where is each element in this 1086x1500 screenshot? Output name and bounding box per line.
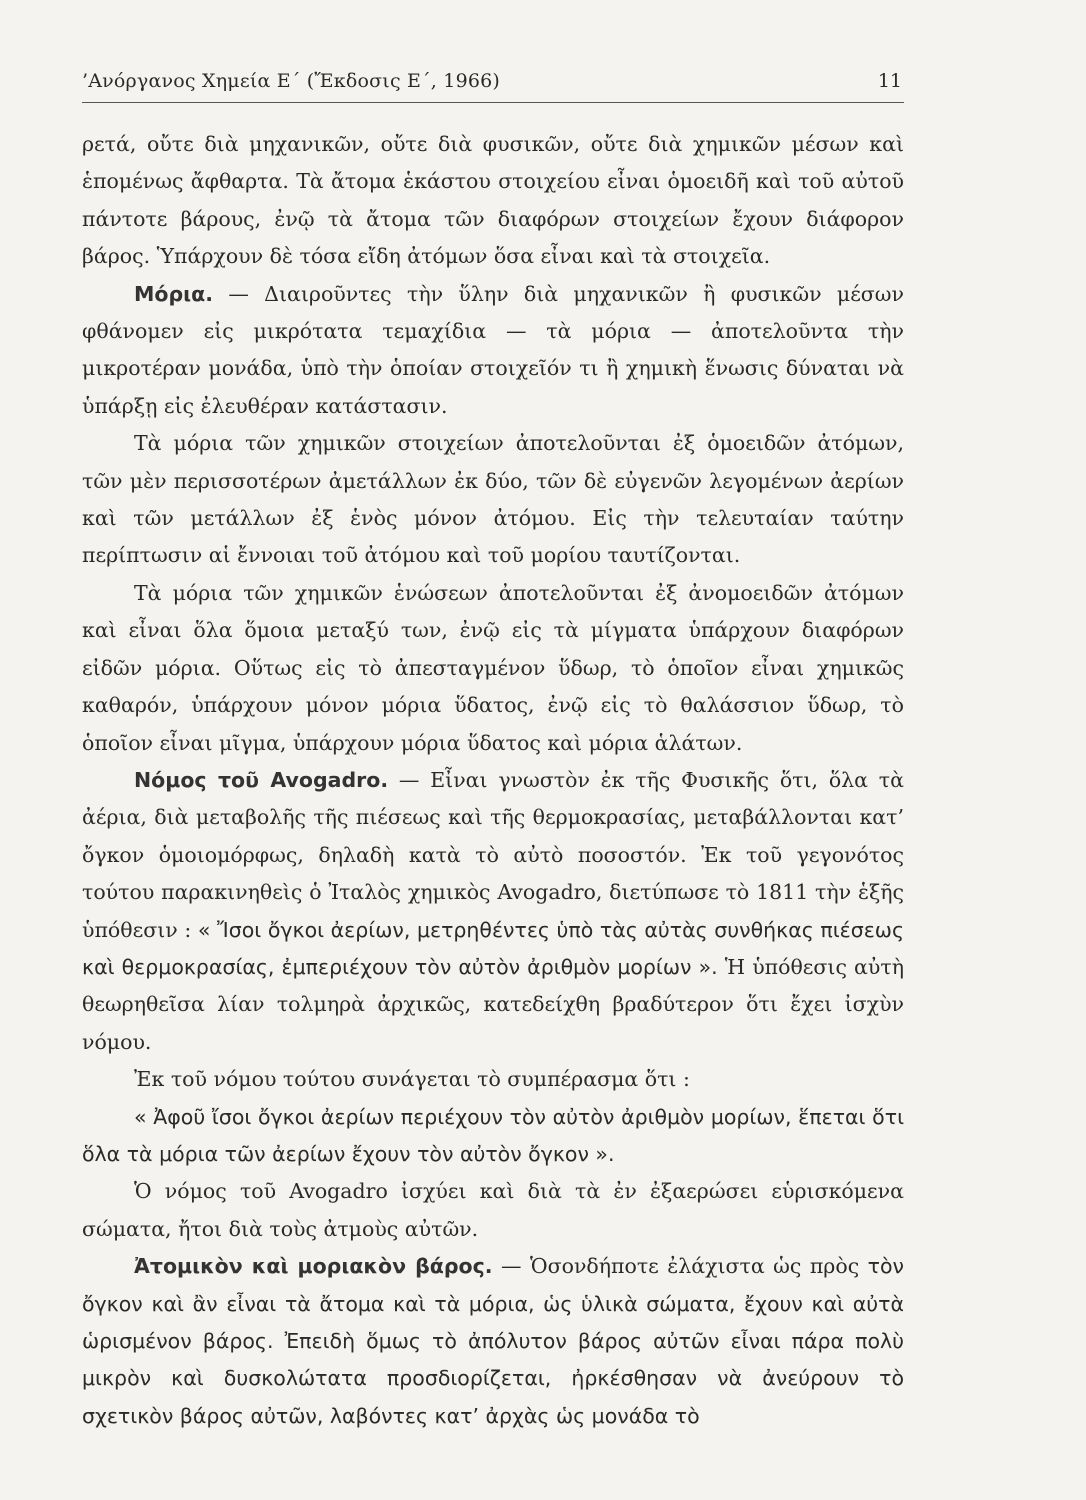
paragraph-text: — Εἶναι γνωστὸν ἐκ τῆς Φυσικῆς ὅτι, ὅλα τὰ ἀέρια, διὰ μεταβολῆς τῆς πιέσεως καὶ τῆς θερμοκρασίας, μεταβάλλονται κατ’ ὄγκον ὁμοιομόρφως, δηλαδὴ κατὰ τὸ αὐτὸ ποσοστόν. Ἐκ τοῦ γεγονότος τούτου παρακινηθεὶς ὁ Ἰταλὸς χημικὸς Avogadro, διετύπωσε τὸ 1811 τὴν ἑξῆς ὑπόθεσιν : (82, 767, 904, 942)
paragraph-text: Ἡ ὑπόθεσις αὐτὴ θεωρηθεῖσα λίαν τολμηρὰ ἀρχικῶς, κατεδείχθη βραδύτερον ὅτι ἔχει ἰσχὺν νόμου. (82, 954, 904, 1054)
paragraph-conclusion-intro (82, 1061, 904, 1098)
paragraph-compound-molecules (82, 575, 904, 762)
avogadro-hypothesis-quote: « Ἴσοι ὄγκοι ἀερίων, μετρηθέντες ὑπὸ τὰς αὐτὰς συνθήκας πιέσεως καὶ θερμοκρασίας, ἐμπεριέχουν τὸν αὐτὸν ἀριθμὸν μορίων ». (82, 917, 904, 979)
paragraph-element-molecules (82, 425, 904, 575)
running-header (82, 70, 904, 103)
section-heading-avogadro: Νόμος τοῦ Avogadro. (134, 767, 389, 792)
paragraph-atoms-continued (82, 126, 904, 276)
paragraph-text: — Ὁσονδήποτε ἐλάχιστα ὡς πρὸς (501, 1254, 860, 1279)
page-number: 11 (877, 70, 902, 92)
section-heading-atomic-weight: Ἀτομικὸν καὶ μοριακὸν βάρος. (134, 1254, 493, 1279)
paragraph-vapours (82, 1173, 904, 1248)
paragraph-text: Ὁ νόμος τοῦ Avogadro ἰσχύει καὶ διὰ τὰ ἐν ἐξαερώσει εὑρισκόμενα σώματα, ἤτοι διὰ τοὺς ἀτμοὺς αὐτῶν. (82, 1179, 904, 1241)
paragraph-atomic-molecular-weight (82, 1248, 904, 1435)
paragraph-text: Ἐκ τοῦ νόμου τούτου συνάγεται τὸ συμπέρασμα ὅτι : (134, 1067, 690, 1092)
paragraph-molecules (82, 276, 904, 426)
running-header-title: ’Ανόργανος Χημεία Ε΄ (Ἔκδοσις Ε΄, 1966) (82, 70, 501, 92)
paragraph-avogadro-law (82, 762, 904, 1061)
paragraph-text: — Διαιροῦντες τὴν ὕλην διὰ μηχανικῶν ἢ φυσικῶν μέσων φθάνομεν εἰς μικρότατα τεμαχίδια — τὰ μόρια — ἀποτελοῦντα τὴν μικροτέραν μονάδα, ὑπὸ τὴν ὁποίαν στοιχεῖόν τι ἢ χημικὴ ἕνωσις δύναται νὰ ὑπάρξῃ εἰς ἐλευθέραν κατάστασιν. (82, 281, 904, 418)
paragraph-text: « Ἀφοῦ ἴσοι ὄγκοι ἀερίων περιέχουν τὸν αὐτὸν ἀριθμὸν μορίων, ἕπεται ὅτι ὅλα τὰ μόρια τῶν ἀερίων ἔχουν τὸν αὐτὸν ὄγκον ». (82, 1104, 904, 1166)
paragraph-text: Τὰ μόρια τῶν χημικῶν ἑνώσεων ἀποτελοῦνται ἐξ ἀνομοειδῶν ἀτόμων καὶ εἶναι ὅλα ὅμοια μεταξύ των, ἐνῷ εἰς τὰ μίγματα ὑπάρχουν διαφόρων εἰδῶν μόρια. Οὕτως εἰς τὸ ἀπεσταγμένον ὕδωρ, τὸ ὁποῖον εἶναι χημικῶς καθαρόν, ὑπάρχουν μόνον μόρια ὕδατος, ἐνῷ εἰς τὸ θαλάσσιον ὕδωρ, τὸ ὁποῖον εἶναι μῖγμα, ὑπάρχουν μόρια ὕδατος καὶ μόρια ἁλάτων. (82, 580, 904, 755)
page-body (82, 126, 904, 1435)
conclusion-quote (82, 1099, 904, 1174)
paragraph-text: ρετά, οὔτε διὰ μηχανικῶν, οὔτε διὰ φυσικῶν, οὔτε διὰ χημικῶν μέσων καὶ ἑπομένως ἄφθαρτα. Τὰ ἄτομα ἑκάστου στοιχείου εἶναι ὁμοειδῆ καὶ τοῦ αὐτοῦ πάντοτε βάρους, ἐνῷ τὰ ἄτομα τῶν διαφόρων στοιχείων ἔχουν διάφορον βάρος. Ὑπάρχουν δὲ τόσα εἴδη ἀτόμων ὅσα εἶναι καὶ τὰ στοιχεῖα. (82, 132, 904, 269)
paragraph-text: Τὰ μόρια τῶν χημικῶν στοιχείων ἀποτελοῦνται ἐξ ὁμοειδῶν ἀτόμων, τῶν μὲν περισσοτέρων ἀμετάλλων ἐκ δύο, τῶν δὲ εὐγενῶν λεγομένων ἀερίων καὶ τῶν μετάλλων ἐξ ἑνὸς μόνον ἀτόμου. Εἰς τὴν τελευταίαν ταύτην περίπτωσιν αἱ ἔννοιαι τοῦ ἀτόμου καὶ τοῦ μορίου ταυτίζονται. (82, 431, 904, 568)
section-heading-molecules: Μόρια. (134, 281, 214, 306)
paragraph-text: τὸν ὄγκον καὶ ἂν εἶναι τὰ ἄτομα καὶ τὰ μόρια, ὡς ὑλικὰ σώματα, ἔχουν καὶ αὐτὰ ὡρισμένον βάρος. Ἐπειδὴ ὅμως τὸ ἀπόλυτον βάρος αὐτῶν εἶναι πάρα πολὺ μικρὸν καὶ δυσκολώτατα προσδιορίζεται, ἠρκέσθησαν νὰ ἀνεύρουν τὸ σχετικὸν βάρος αὐτῶν, λαβόντες κατ’ ἀρχὰς ὡς μονάδα τὸ (82, 1254, 904, 1428)
